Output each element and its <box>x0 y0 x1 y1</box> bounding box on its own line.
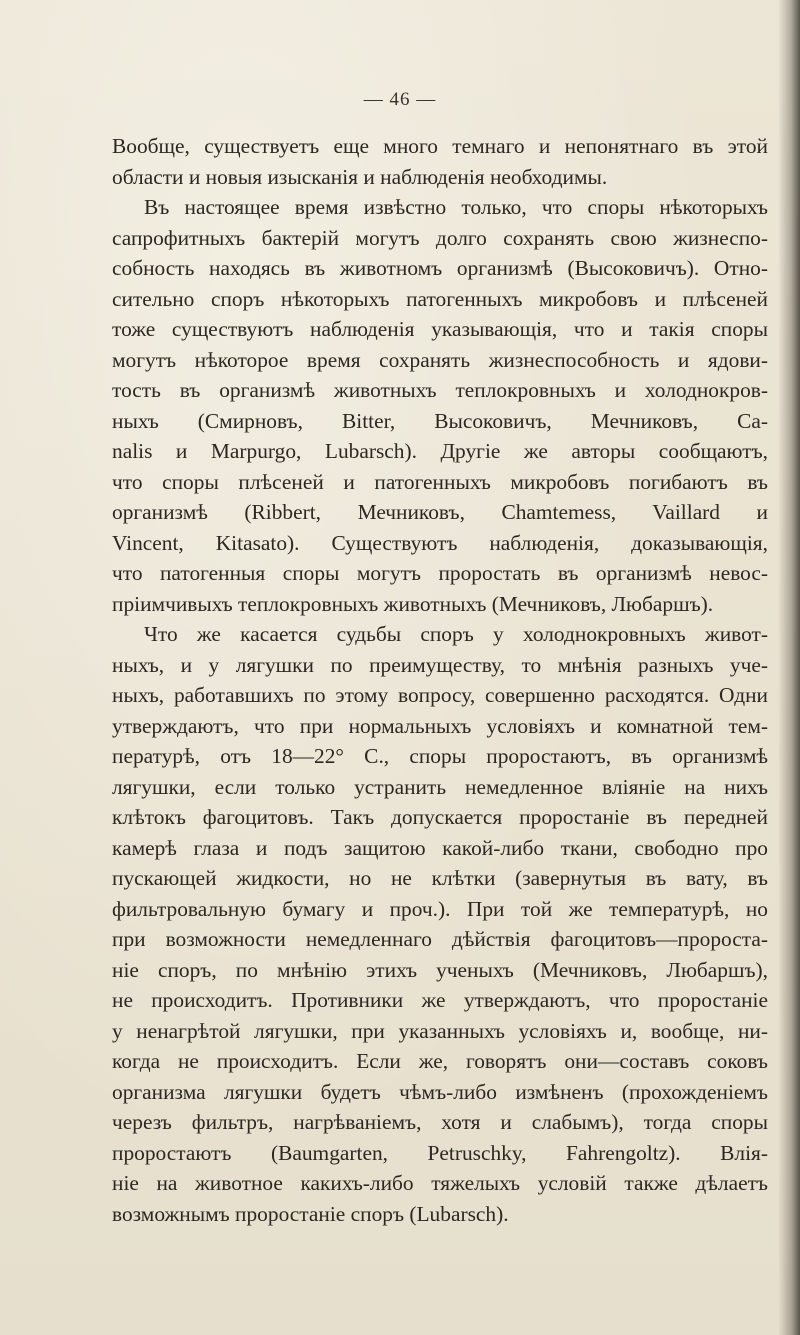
text-line: ныхъ (Смирновъ, Bitter, Высоковичъ, Мечниковъ, Са- <box>112 408 768 433</box>
text-line: сапрофитныхъ бактерій могутъ долго сохранять свою жизнеспо- <box>112 225 768 250</box>
text-line: не происходитъ. Противники же утверждаютъ, что проростаніе <box>112 988 768 1012</box>
text-line: Вообще, существуетъ еще много темнаго и непонятнаго въ этой <box>112 134 768 158</box>
text-line: при возможности немедленнаго дѣйствія фагоцитовъ—пророста- <box>112 927 768 951</box>
text-line: пускающей жидкости, но не клѣтки (завернутыя въ вату, въ <box>112 866 768 890</box>
body-text <box>112 131 768 1229</box>
text-line: организма лягушки будетъ чѣмъ-либо измѣненъ (прохожденіемъ <box>112 1079 768 1104</box>
text-line: что споры плѣсеней и патогенныхъ микробовъ погибаютъ въ <box>112 469 768 494</box>
text-line: пературѣ, отъ 18—22° С., споры проростаютъ, въ организмѣ <box>112 744 768 768</box>
text-line: ныхъ, работавшихъ по этому вопросу, совершенно расходятся. Одни <box>112 683 768 707</box>
text-line: возможнымъ проростаніе споръ (Lubarsch). <box>112 1201 509 1226</box>
text-line: собность находясь въ животномъ организмѣ (Высоковичъ). Отно- <box>112 256 768 280</box>
text-line: тость въ организмѣ животныхъ теплокровныхъ и холоднокров- <box>112 378 768 402</box>
text-line: фильтровальную бумагу и проч.). При той же температурѣ, но <box>112 896 768 921</box>
text-line: когда не происходитъ. Если же, говорятъ они—составъ соковъ <box>112 1049 768 1073</box>
text-line: у ненагрѣтой лягушки, при указанныхъ условіяхъ и, вообще, ни- <box>112 1018 768 1043</box>
text-line: Въ настоящее время извѣстно только, что споры нѣкоторыхъ <box>144 195 768 219</box>
text-line: области и новыя изысканія и наблюденія необходимы. <box>112 164 608 189</box>
text-line: пріимчивыхъ теплокровныхъ животныхъ (Мечниковъ, Любаршъ). <box>112 591 714 616</box>
text-line: ныхъ, и у лягушки по преимуществу, то мнѣнія разныхъ уче- <box>112 652 768 677</box>
text-line: nalis и Marpurgo, Lubarsch). Другіе же авторы сообщаютъ, <box>112 439 768 463</box>
text-line: могутъ нѣкоторое время сохранять жизнеспособность и ядови- <box>112 347 768 372</box>
page-edge-shadow <box>778 0 800 1335</box>
page-number: — 46 — <box>363 89 437 110</box>
text-line: утверждаютъ, что при нормальныхъ условіяхъ и комнатной тем- <box>112 713 768 738</box>
text-line: Vincent, Kitasato). Существуютъ наблюденія, доказывающія, <box>112 530 768 555</box>
text-line: тоже существуютъ наблюденія указывающія, что и такія споры <box>112 317 768 341</box>
text-line: Что же касается судьбы споръ у холоднокровныхъ живот- <box>144 622 768 646</box>
text-line: черезъ фильтръ, нагрѣваніемъ, хотя и слабымъ), тогда споры <box>112 1110 768 1134</box>
text-line: сительно споръ нѣкоторыхъ патогенныхъ микробовъ и плѣсеней <box>112 286 768 311</box>
text-line: ніе споръ, по мнѣнію этихъ ученыхъ (Мечниковъ, Любаршъ), <box>112 957 768 982</box>
text-line: лягушки, если только устранить немедленное вліяніе на нихъ <box>112 774 768 799</box>
text-line: проростаютъ (Baumgarten, Petruschky, Fahrengoltz). Влія- <box>112 1140 768 1165</box>
text-line: ніе на животное какихъ-либо тяжелыхъ условій также дѣлаетъ <box>112 1171 768 1195</box>
text-line: камерѣ глаза и подъ защитою какой-либо ткани, свободно про <box>112 835 768 860</box>
text-line: организмѣ (Ribbert, Мечниковъ, Chamtemess, Vaillard и <box>112 500 768 524</box>
text-line: клѣтокъ фагоцитовъ. Такъ допускается проростаніе въ передней <box>112 805 768 829</box>
text-line: что патогенныя споры могутъ проростать въ организмѣ невос- <box>112 561 768 585</box>
